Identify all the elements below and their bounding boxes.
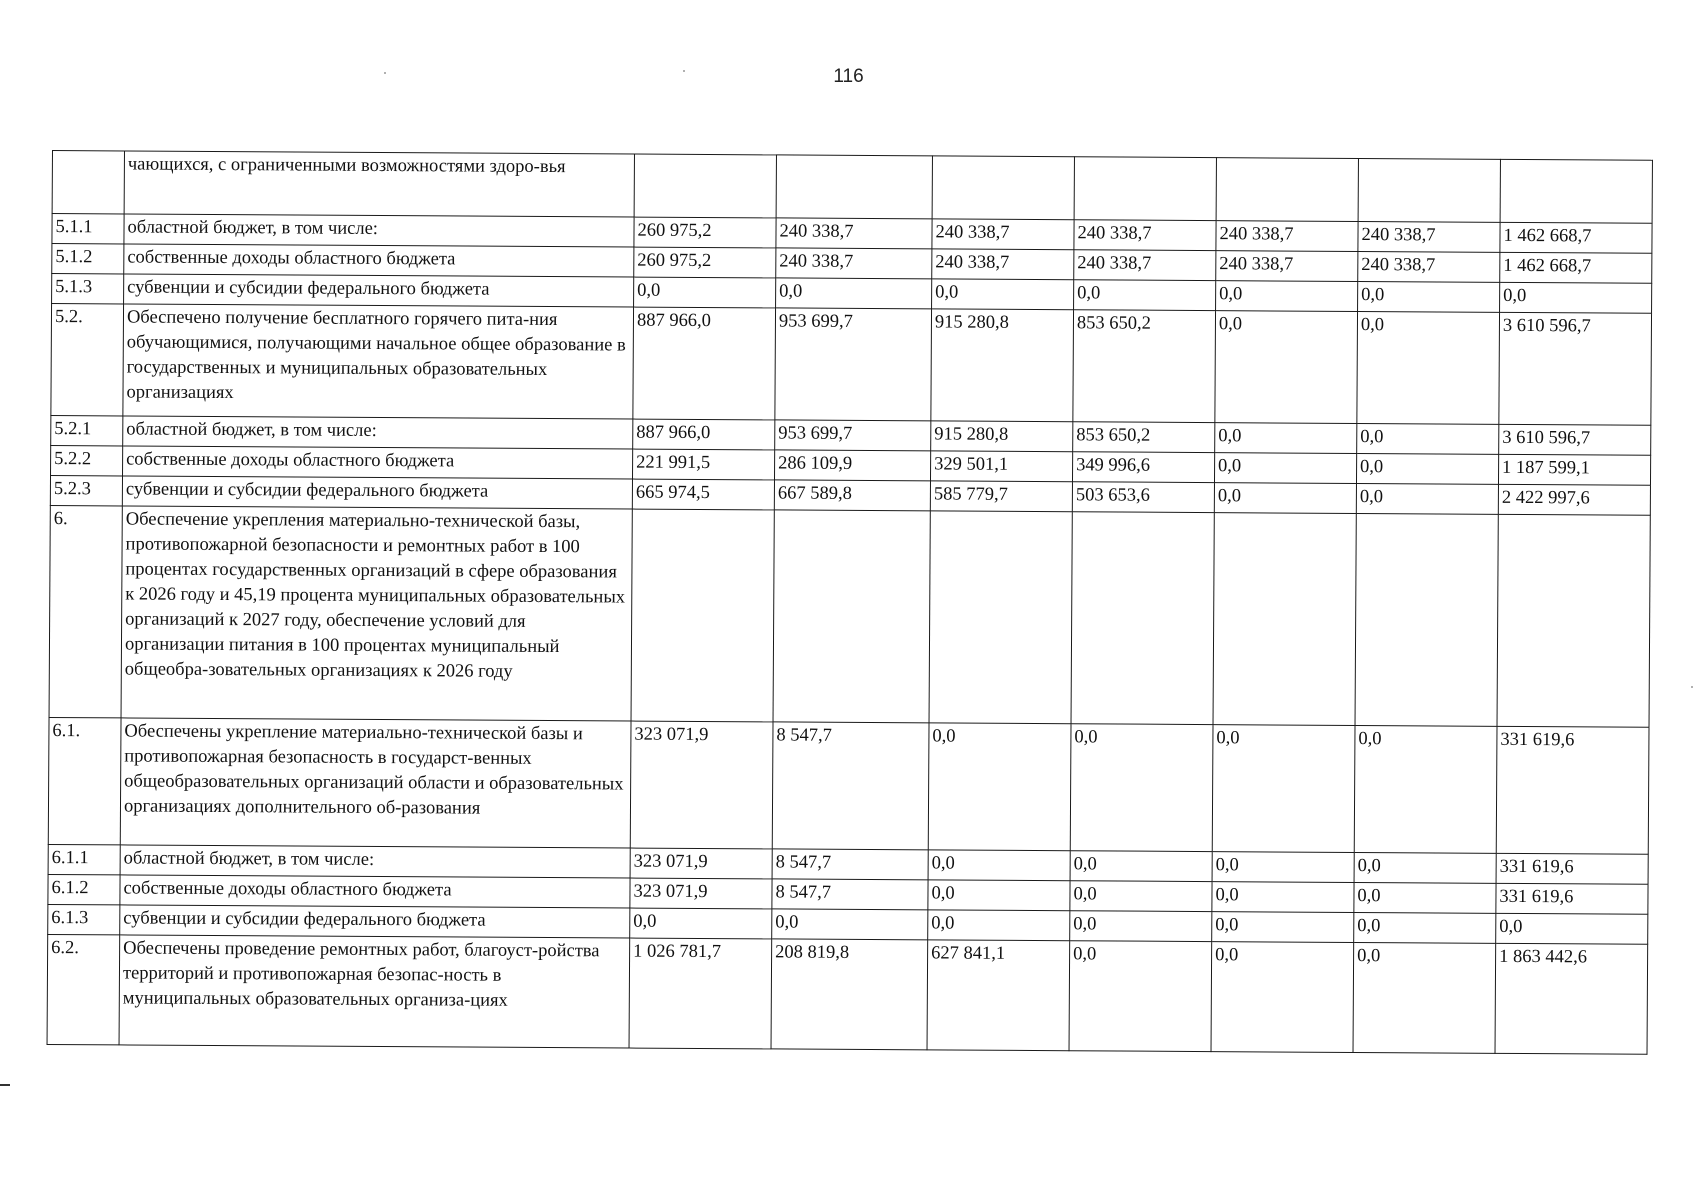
value-cell-col-6: 0,0	[1356, 453, 1498, 484]
value-cell-col-6: 0,0	[1354, 912, 1496, 943]
row-description-cell: субвенции и субсидии федерального бюджета	[122, 476, 632, 509]
value-cell-col-1: 323 071,9	[630, 878, 772, 909]
value-cell-col-1: 323 071,9	[630, 848, 772, 879]
value-cell-col-4	[1074, 157, 1216, 221]
row-code-cell: 6.1.2	[48, 874, 120, 904]
value-cell-col-5: 0,0	[1214, 453, 1356, 484]
row-description-cell: Обеспечены проведение ремонтных работ, благоуст-ройства территорий и противопожарная безопас-ность в муниципальных образовательных организа-циях	[119, 935, 630, 1048]
value-cell-col-1: 887 966,0	[633, 307, 776, 420]
value-cell-col-3: 329 501,1	[930, 451, 1072, 482]
value-cell-col-4: 0,0	[1070, 881, 1212, 912]
value-cell-col-6: 0,0	[1358, 281, 1500, 312]
value-cell-col-1: 221 991,5	[633, 449, 775, 480]
value-cell-col-3: 915 280,8	[931, 421, 1073, 452]
value-cell-col-7: 1 863 442,6	[1495, 943, 1648, 1054]
value-cell-col-2: 286 109,9	[774, 450, 930, 481]
value-cell-col-7: 1 187 599,1	[1498, 454, 1650, 485]
value-cell-col-2: 8 547,7	[772, 849, 928, 880]
value-cell-col-3: 0,0	[928, 880, 1070, 911]
value-cell-col-2	[776, 155, 932, 219]
row-description-cell: собственные доходы областного бюджета	[124, 244, 634, 277]
table-body	[47, 151, 1652, 1055]
scan-speck	[683, 70, 685, 72]
value-cell-col-2: 953 699,7	[775, 420, 931, 451]
value-cell-col-6: 0,0	[1357, 423, 1499, 454]
scan-edge-mark	[0, 1084, 10, 1086]
value-cell-col-2: 240 338,7	[776, 248, 932, 279]
value-cell-col-3: 627 841,1	[927, 940, 1070, 1051]
table-row	[47, 934, 1648, 1054]
value-cell-col-4: 240 338,7	[1074, 250, 1216, 281]
value-cell-col-2: 240 338,7	[776, 218, 932, 249]
value-cell-col-6: 0,0	[1353, 942, 1496, 1053]
row-code-cell: 5.2.1	[51, 415, 123, 445]
value-cell-col-3	[929, 511, 1072, 724]
value-cell-col-1: 260 975,2	[634, 217, 776, 248]
value-cell-col-5: 0,0	[1212, 882, 1354, 913]
value-cell-col-1	[634, 154, 776, 218]
row-description-cell: чающихся, с ограниченными возможностями здоро-вья	[124, 151, 634, 217]
row-description-cell: областной бюджет, в том числе:	[124, 214, 634, 247]
value-cell-col-5: 0,0	[1215, 423, 1357, 454]
value-cell-col-7: 3 610 596,7	[1499, 424, 1651, 455]
budget-table-container	[47, 150, 1652, 1055]
row-code-cell: 5.2.3	[50, 475, 122, 505]
row-code-cell: 5.2.	[51, 304, 124, 416]
budget-table	[47, 150, 1653, 1055]
row-description-cell: областной бюджет, в том числе:	[123, 416, 633, 449]
value-cell-col-5: 0,0	[1215, 311, 1358, 424]
value-cell-col-2: 667 589,8	[774, 480, 930, 511]
value-cell-col-3: 0,0	[928, 723, 1071, 851]
row-description-cell: Обеспечены укрепление материально-технической базы и противопожарная безопасность в государст-венных общеобразовательных организаций области и образовательных организациях дополнительного об-разования	[120, 718, 631, 848]
value-cell-col-5: 0,0	[1214, 483, 1356, 514]
value-cell-col-3: 0,0	[928, 850, 1070, 881]
value-cell-col-1: 1 026 781,7	[629, 938, 772, 1049]
value-cell-col-1: 323 071,9	[630, 721, 773, 849]
value-cell-col-2: 0,0	[776, 278, 932, 309]
value-cell-col-5: 0,0	[1212, 912, 1354, 943]
value-cell-col-4: 0,0	[1070, 724, 1213, 852]
value-cell-col-1: 0,0	[634, 277, 776, 308]
value-cell-col-7: 1 462 668,7	[1500, 252, 1652, 283]
value-cell-col-4: 349 996,6	[1072, 452, 1214, 483]
row-code-cell	[52, 151, 124, 214]
value-cell-col-2: 953 699,7	[775, 308, 932, 421]
value-cell-col-4: 0,0	[1070, 911, 1212, 942]
row-code-cell: 5.2.2	[51, 445, 123, 475]
value-cell-col-6: 0,0	[1356, 483, 1498, 514]
value-cell-col-3: 240 338,7	[932, 219, 1074, 250]
table-row	[51, 304, 1652, 426]
value-cell-col-7: 331 619,6	[1496, 883, 1648, 914]
value-cell-col-5: 240 338,7	[1216, 251, 1358, 282]
value-cell-col-5: 0,0	[1211, 942, 1354, 1053]
table-row	[48, 717, 1649, 854]
value-cell-col-1: 665 974,5	[632, 479, 774, 510]
value-cell-col-7: 331 619,6	[1496, 726, 1649, 854]
row-description-cell: субвенции и субсидии федерального бюджета	[124, 274, 634, 307]
value-cell-col-7: 3 610 596,7	[1499, 312, 1652, 425]
value-cell-col-4: 0,0	[1074, 280, 1216, 311]
row-code-cell: 6.	[49, 505, 122, 717]
value-cell-col-5: 240 338,7	[1216, 221, 1358, 252]
value-cell-col-4: 0,0	[1070, 851, 1212, 882]
value-cell-col-6	[1355, 513, 1498, 726]
row-description-cell: собственные доходы областного бюджета	[123, 446, 633, 479]
row-description-cell: субвенции и субсидии федерального бюджета	[120, 905, 630, 938]
value-cell-col-5	[1213, 513, 1356, 726]
value-cell-col-6: 0,0	[1354, 882, 1496, 913]
row-code-cell: 5.1.1	[52, 214, 124, 244]
value-cell-col-4: 240 338,7	[1074, 220, 1216, 251]
row-code-cell: 6.1.3	[48, 904, 120, 934]
value-cell-col-1: 0,0	[630, 908, 772, 939]
table-row	[52, 151, 1652, 224]
value-cell-col-5: 0,0	[1212, 725, 1355, 853]
value-cell-col-6: 240 338,7	[1358, 221, 1500, 252]
value-cell-col-3	[932, 156, 1074, 220]
value-cell-col-3: 915 280,8	[931, 309, 1074, 422]
value-cell-col-2	[773, 510, 930, 723]
value-cell-col-5	[1216, 158, 1358, 222]
row-code-cell: 6.1.	[48, 717, 121, 844]
scan-speck	[1691, 686, 1693, 688]
value-cell-col-6: 0,0	[1357, 311, 1500, 424]
value-cell-col-2: 8 547,7	[772, 722, 929, 850]
value-cell-col-7: 1 462 668,7	[1500, 222, 1652, 253]
row-code-cell: 6.2.	[47, 934, 120, 1044]
value-cell-col-4: 0,0	[1069, 941, 1212, 1052]
row-description-cell: областной бюджет, в том числе:	[120, 845, 630, 878]
value-cell-col-2: 8 547,7	[772, 879, 928, 910]
row-description-cell: Обеспечение укрепления материально-технической базы, противопожарной безопасности и ремонтных работ в 100 процентах государственных организаций в сфере образования к 2026 году и 45,19 процента муниципальных образовательных организаций к 2027 году, обеспечение условий для организации питания в 100 процентах муниципальный общеобра-зовательных организациях к 2026 году	[121, 506, 632, 721]
table-row	[49, 505, 1650, 727]
row-description-cell: собственные доходы областного бюджета	[120, 875, 630, 908]
value-cell-col-7: 0,0	[1500, 282, 1652, 313]
value-cell-col-4: 853 650,2	[1073, 310, 1216, 423]
value-cell-col-3: 0,0	[928, 910, 1070, 941]
value-cell-col-4: 853 650,2	[1073, 422, 1215, 453]
value-cell-col-6: 0,0	[1354, 725, 1497, 853]
value-cell-col-5: 0,0	[1212, 852, 1354, 883]
row-code-cell: 5.1.3	[52, 274, 124, 304]
page-number: 116	[833, 66, 864, 87]
value-cell-col-4	[1071, 512, 1214, 725]
value-cell-col-1: 887 966,0	[633, 419, 775, 450]
value-cell-col-1: 260 975,2	[634, 247, 776, 278]
value-cell-col-7: 2 422 997,6	[1498, 484, 1650, 515]
value-cell-col-5: 0,0	[1216, 281, 1358, 312]
value-cell-col-2: 208 819,8	[771, 939, 928, 1050]
value-cell-col-7	[1497, 514, 1650, 727]
value-cell-col-6: 240 338,7	[1358, 251, 1500, 282]
value-cell-col-4: 503 653,6	[1072, 482, 1214, 513]
value-cell-col-7	[1500, 159, 1652, 223]
row-description-cell: Обеспечено получение бесплатного горячего пита-ния обучающимися, получающими начальное общее образование в государственных и муниципальных образовательных организациях	[123, 304, 634, 419]
value-cell-col-7: 0,0	[1496, 913, 1648, 944]
value-cell-col-1	[631, 509, 774, 722]
value-cell-col-3: 585 779,7	[930, 481, 1072, 512]
value-cell-col-6: 0,0	[1354, 852, 1496, 883]
scan-speck	[384, 72, 386, 74]
value-cell-col-2: 0,0	[772, 909, 928, 940]
value-cell-col-6	[1358, 158, 1500, 222]
row-code-cell: 6.1.1	[48, 844, 120, 874]
value-cell-col-3: 0,0	[932, 279, 1074, 310]
value-cell-col-7: 331 619,6	[1496, 853, 1648, 884]
value-cell-col-3: 240 338,7	[932, 249, 1074, 280]
row-code-cell: 5.1.2	[52, 244, 124, 274]
